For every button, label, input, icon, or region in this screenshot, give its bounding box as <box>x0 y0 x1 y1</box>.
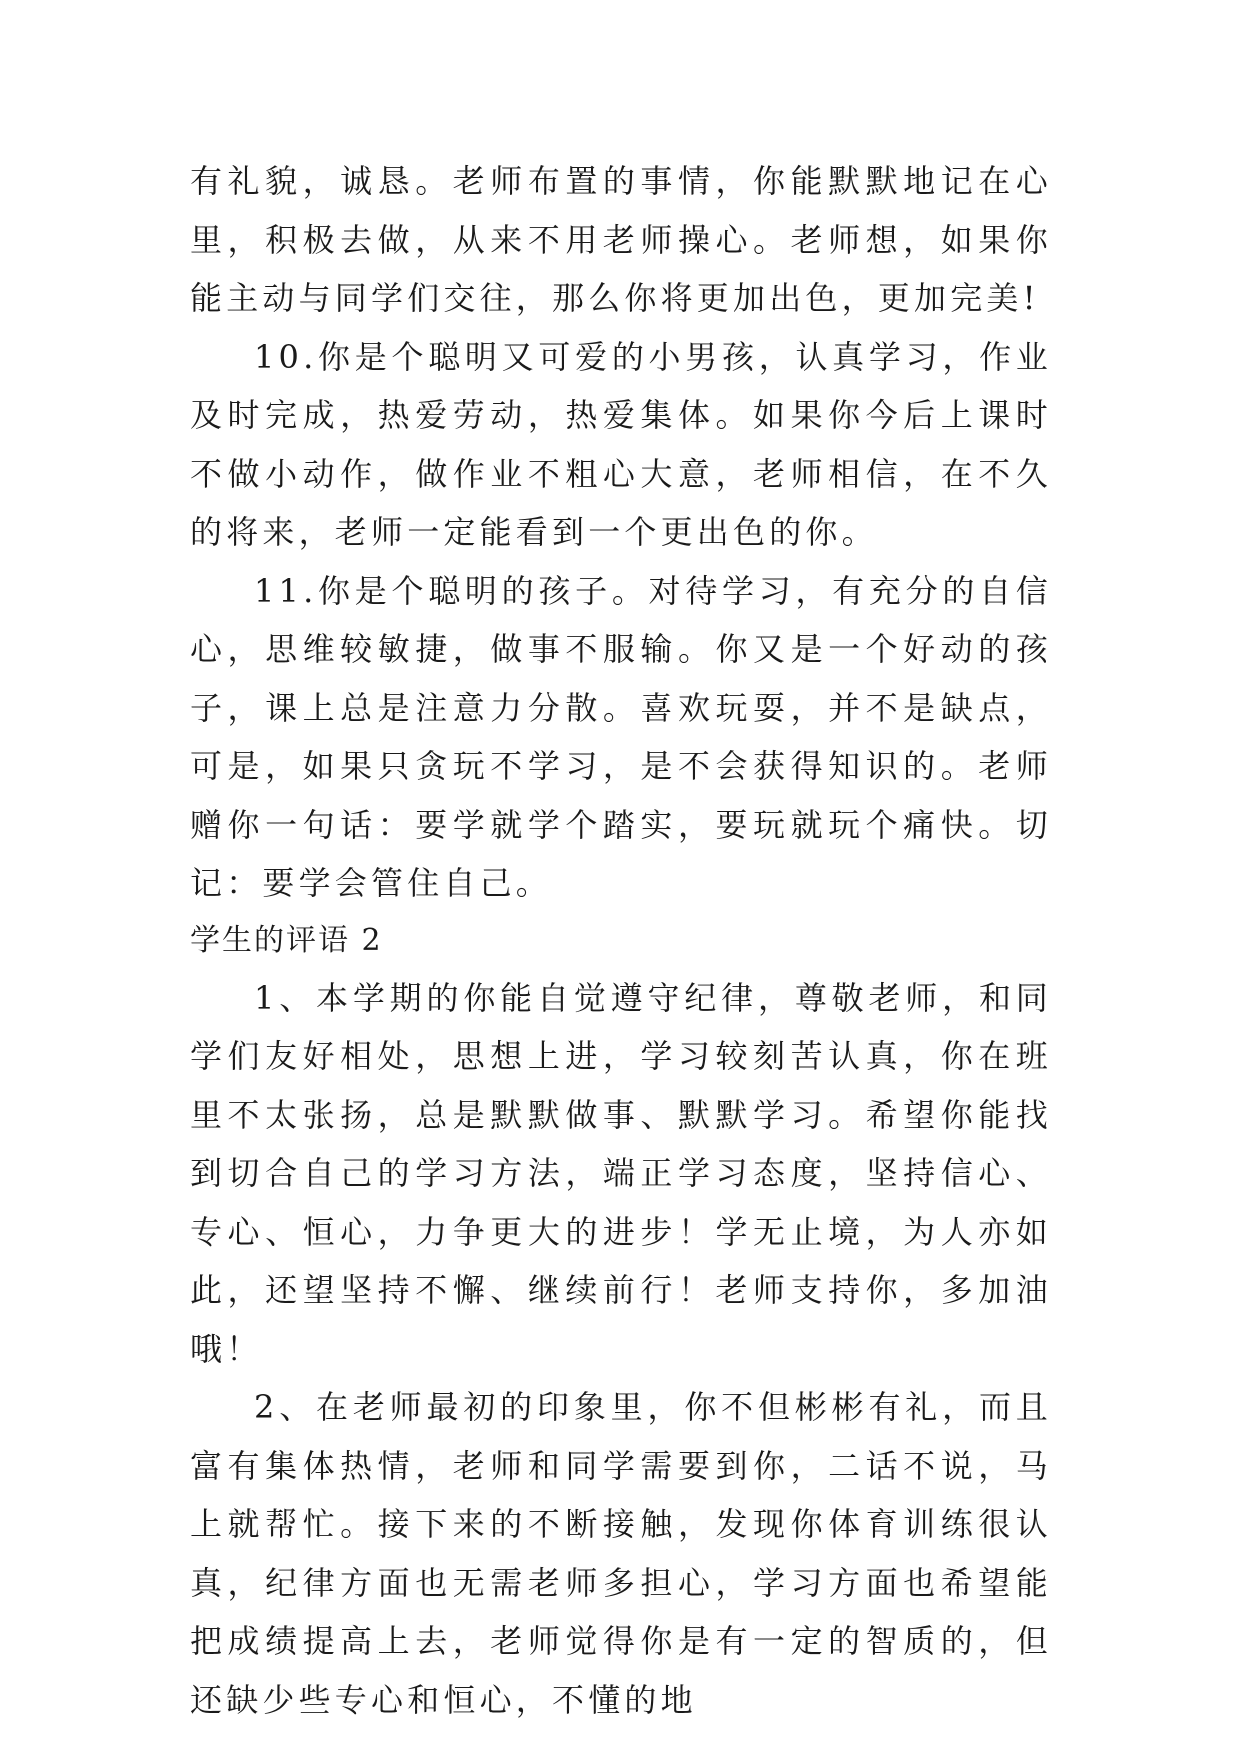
paragraph-comment-2: 2、在老师最初的印象里，你不但彬彬有礼，而且富有集体热情，老师和同学需要到你，二话不说，马上就帮忙。接下来的不断接触，发现你体育训练很认真，纪律方面也无需老师多担心，学习方面也希望能把成绩提高上去，老师觉得你是有一定的智质的，但还缺少些专心和恒心，不懂的地 <box>190 1388 1052 1719</box>
document-page <box>190 152 1052 1729</box>
paragraph-comment-1: 1、本学期的你能自觉遵守纪律，尊敬老师，和同学们友好相处，思想上进，学习较刻苦认真，你在班里不太张扬，总是默默做事、默默学习。希望你能找到切合自己的学习方法，端正学习态度，坚持信心、专心、恒心，力争更大的进步！学无止境，为人亦如此，还望坚持不懈、继续前行！老师支持你，多加油哦！ <box>190 978 1052 1368</box>
paragraph-comment-10: 10.你是个聪明又可爱的小男孩，认真学习，作业及时完成，热爱劳动，热爱集体。如果你今后上课时不做小动作，做作业不粗心大意，老师相信，在不久的将来，老师一定能看到一个更出色的你。 <box>190 337 1052 551</box>
paragraph-continued: 有礼貌，诚恳。老师布置的事情，你能默默地记在心里，积极去做，从来不用老师操心。老师想，如果你能主动与同学们交往，那么你将更加出色，更加完美! <box>190 162 1052 317</box>
paragraph-comment-11: 11.你是个聪明的孩子。对待学习，有充分的自信心，思维较敏捷，做事不服输。你又是一个好动的孩子，课上总是注意力分散。喜欢玩耍，并不是缺点，可是，如果只贪玩不学习，是不会获得知识的。老师赠你一句话：要学就学个踏实，要玩就玩个痛快。切记：要学会管住自己。 <box>190 571 1052 902</box>
section-heading: 学生的评语 2 <box>190 922 383 958</box>
